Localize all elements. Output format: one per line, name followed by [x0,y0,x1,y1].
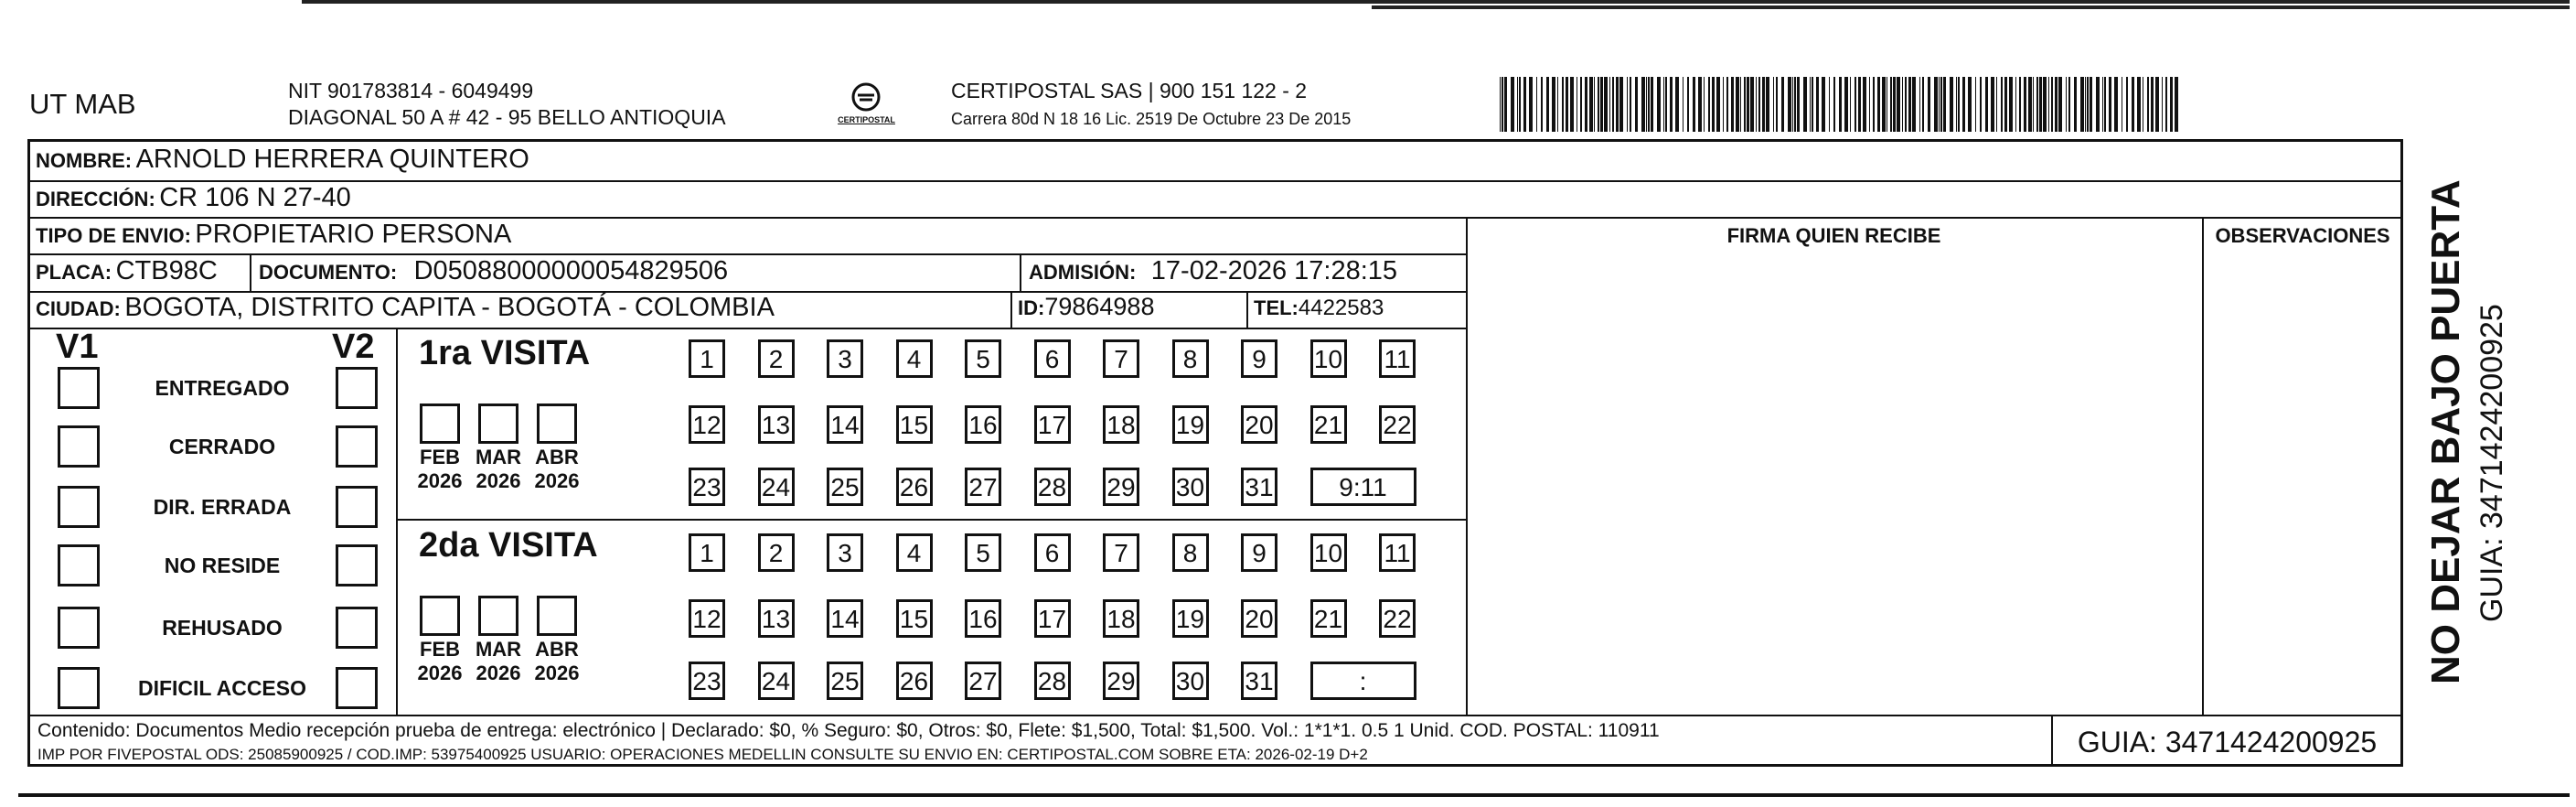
barcode-bar [1580,77,1582,132]
barcode-bar [2137,77,2141,132]
month-name: FEB [420,638,460,661]
day-box[interactable]: 18 [1103,599,1139,638]
day-box[interactable]: 25 [827,468,863,506]
city-label: CIUDAD: [36,297,121,320]
day-box[interactable]: 10 [1310,533,1347,572]
v2-label: V2 [332,328,375,366]
observations-header: OBSERVACIONES [2215,224,2390,247]
barcode-bar [1519,77,1521,132]
footer-guia: GUIA: 3471424200925 [2077,726,2378,759]
barcode-bar [2028,77,2032,132]
barcode-bar [1810,77,1811,132]
day-box[interactable]: 25 [827,662,863,700]
day-box[interactable]: 15 [896,405,933,444]
v1-status-checkbox[interactable] [58,607,100,649]
day-box[interactable]: 31 [1241,662,1277,700]
barcode-bar [1844,77,1848,132]
v2-status-checkbox[interactable] [336,367,378,409]
month-name: MAR [475,446,522,468]
barcode-bar [2068,77,2070,132]
barcode-bar [1912,77,1916,132]
barcode-bar [1794,77,1796,132]
barcode-bar [1712,77,1715,132]
document-value: D05088000000054829506 [413,256,729,285]
barcode-bar [2074,77,2077,132]
month-year: 2026 [417,469,463,492]
barcode-bar [1996,77,1997,132]
barcode-bar [1858,77,1861,132]
day-box[interactable]: 30 [1172,468,1209,506]
barcode-bar [1905,77,1907,132]
barcode-bar [2170,77,2173,132]
barcode-bar [1812,77,1813,132]
carrier-license: Carrera 80d N 18 16 Lic. 2519 De Octubre 23 De 2015 [951,110,1352,128]
barcode-bar [2066,77,2067,132]
barcode-bar [1940,77,1942,132]
barcode-bar [1616,77,1619,132]
day-box[interactable]: 26 [896,662,933,700]
document-field [259,256,728,286]
barcode-bar [2096,77,2100,132]
id-label: ID: [1018,296,1045,319]
barcode-bar [1665,77,1667,132]
barcode-bar [1902,77,1903,132]
barcode-bar [2024,77,2026,132]
day-box[interactable]: 29 [1103,468,1139,506]
barcode-bar [1502,77,1503,132]
barcode-bar [1985,77,1988,132]
barcode-bar [1792,77,1793,132]
day-box[interactable]: 11 [1379,533,1416,572]
day-box[interactable]: 23 [689,468,725,506]
barcode-bar [1708,77,1710,132]
sender-nit: NIT 901783814 - 6049499 [288,79,534,102]
barcode-bar [2155,77,2159,132]
day-box[interactable]: 21 [1310,599,1347,638]
day-box[interactable]: 23 [689,662,725,700]
day-box[interactable]: 3 [827,339,863,378]
month-name: FEB [420,446,460,468]
first-visit-title: 1ra VISITA [419,334,591,372]
barcode-bar [1877,77,1880,132]
day-box[interactable]: 13 [758,599,795,638]
barcode-bar [1882,77,1886,132]
day-box[interactable]: 2 [758,339,795,378]
day-box[interactable]: 31 [1241,468,1277,506]
barcode-bar [1816,77,1819,132]
barcode-bar [1766,77,1769,132]
month-checkbox[interactable] [420,404,460,444]
barcode-bar [2051,77,2053,132]
barcode-bar [1598,77,1599,132]
barcode-bar [1756,77,1757,132]
day-box[interactable]: 29 [1103,662,1139,700]
barcode-bar [1934,77,1938,132]
barcode-bar [1943,77,1946,132]
barcode-bar [1546,77,1549,132]
barcode-bar [2085,77,2086,132]
barcode-bar [1536,77,1537,132]
barcode-bar [1635,77,1638,132]
barcode-bar [1600,77,1603,132]
barcode-bar [1776,77,1778,132]
day-box[interactable]: 24 [758,662,795,700]
barcode-bar [2055,77,2058,132]
day-box[interactable]: 8 [1172,533,1209,572]
barcode-bar [1589,77,1593,132]
barcode-bar [1648,77,1650,132]
month-checkbox[interactable] [537,596,577,636]
day-box[interactable]: 4 [896,533,933,572]
month-year: 2026 [417,662,463,684]
barcode-bar [2114,77,2118,132]
barcode-bar [1922,77,1924,132]
barcode-bar [1744,77,1746,132]
day-box[interactable]: 7 [1103,533,1139,572]
barcode-bar [2162,77,2163,132]
status-label: CERRADO [168,435,276,458]
barcode-bar [1609,77,1610,132]
barcode-bar [1939,77,1940,132]
barcode-bar [1950,77,1953,132]
barcode-bar [1619,77,1623,132]
top-edge-line-thick [1372,5,2570,9]
day-box[interactable]: 6 [1034,533,1071,572]
day-box[interactable]: 17 [1034,405,1071,444]
barcode-bar [1773,77,1774,132]
month-label [471,638,526,685]
day-box[interactable]: 17 [1034,599,1071,638]
v2-status-checkbox[interactable] [336,425,378,468]
barcode-bar [2165,77,2167,132]
barcode-bar [1829,77,1830,132]
day-box[interactable]: 5 [965,533,1001,572]
day-box[interactable]: 15 [896,599,933,638]
barcode-bar [1641,77,1645,132]
day-box[interactable]: 3 [827,533,863,572]
day-box[interactable]: 9 [1241,339,1277,378]
v1-status-checkbox[interactable] [58,486,100,528]
barcode-bar [1693,77,1695,132]
day-box[interactable]: 28 [1034,662,1071,700]
barcode-bar [1504,77,1507,132]
barcode-bar [1980,77,1982,132]
barcode-bar [1562,77,1564,132]
barcode-bar [1855,77,1856,132]
recipient-name: ARNOLD HERRERA QUINTERO [135,145,529,174]
barcode-bar [1893,77,1896,132]
barcode-bar [2019,77,2021,132]
day-box[interactable]: 11 [1379,339,1416,378]
shipment-type: PROPIETARIO PERSONA [195,220,512,249]
barcode-bar [1704,77,1705,132]
footer-content: Contenido: Documentos Medio recepción prueba de entrega: electrónico | Declarado: $0, % Seguro: $0, Otros: $0, Flete: $1,500, Total: $1,500. Vol.: 1*1*1. 0.5 1 Unid. COD. POSTAL: 110911 [37,720,1660,741]
barcode-bar [2109,77,2111,132]
v2-status-checkbox[interactable] [336,486,378,528]
admission-field [1029,256,1397,286]
barcode-bar [1566,77,1568,132]
plate-value: CTB98C [115,256,218,285]
tel-label: TEL: [1254,296,1299,319]
v2-status-checkbox[interactable] [336,544,378,586]
month-label [412,638,467,685]
barcode-bar [1657,77,1661,132]
tel-value: 4422583 [1298,296,1384,320]
second-visit-title: 2da VISITA [419,526,598,565]
day-box[interactable]: 12 [689,599,725,638]
barcode-bar [1803,77,1807,132]
visit-time-field[interactable]: : [1310,662,1416,700]
month-name: ABR [535,446,579,468]
id-field [1018,293,1154,321]
barcode-bar [1612,77,1614,132]
bottom-edge-line [18,793,2570,797]
day-box[interactable]: 4 [896,339,933,378]
sender-name: UT MAB [29,88,136,120]
barcode-bar [1670,77,1673,132]
barcode-bar [2001,77,2003,132]
status-label: NO RESIDE [164,554,281,577]
month-label [412,446,467,493]
day-box[interactable]: 20 [1241,599,1277,638]
barcode-bar [1740,77,1741,132]
side-guia: GUIA: 3471424200925 [2474,304,2509,622]
barcode-bar [2080,77,2084,132]
barcode-bar [1698,77,1702,132]
v1-status-checkbox[interactable] [58,667,100,709]
name-row [36,145,529,175]
barcode-bar [2132,77,2134,132]
admission-label: ADMISIÓN: [1029,261,1137,284]
barcode-bar [1517,77,1518,132]
type-row [36,220,511,250]
barcode-bar [1897,77,1900,132]
day-box[interactable]: 24 [758,468,795,506]
barcode-bar [2015,77,2016,132]
day-box[interactable]: 19 [1172,599,1209,638]
address-label: DIRECCIÓN: [36,188,155,210]
barcode-bar [1863,77,1866,132]
barcode-bar [1736,77,1739,132]
month-label [529,638,584,685]
day-box[interactable]: 1 [689,533,725,572]
day-box[interactable]: 26 [896,468,933,506]
signature-header: FIRMA QUIEN RECIBE [1726,224,1941,247]
barcode-bar [1850,77,1851,132]
barcode-bar [1675,77,1679,132]
month-name: MAR [475,638,522,661]
barcode-bar [2087,77,2089,132]
month-checkbox[interactable] [478,596,518,636]
barcode-bar [2036,77,2038,132]
barcode-bar [1511,77,1514,132]
barcode-bar [1873,77,1875,132]
barcode-bar [1726,77,1728,132]
day-box[interactable]: 22 [1379,599,1416,638]
barcode-bar [2039,77,2042,132]
barcode-bar [1570,77,1574,132]
month-year: 2026 [534,469,580,492]
barcode-bar [1788,77,1791,132]
barcode-bar [1557,77,1558,132]
barcode-bar [1541,77,1543,132]
type-label: TIPO DE ENVIO: [36,224,191,247]
logo-text: CERTIPOSTAL [838,115,895,124]
barcode-bar [2004,77,2007,132]
visit-time-field[interactable]: 9:11 [1310,468,1416,506]
barcode-bar [1975,77,1976,132]
month-checkbox[interactable] [537,404,577,444]
month-name: ABR [535,638,579,661]
barcode-bar [1781,77,1784,132]
barcode-bar [1908,77,1911,132]
barcode-bar [1962,77,1965,132]
barcode-bar [1762,77,1765,132]
plate-label: PLACA: [36,261,112,284]
barcode-bar [2104,77,2106,132]
sender-address: DIAGONAL 50 A # 42 - 95 BELLO ANTIOQUIA [288,105,726,129]
barcode-bar [2126,77,2128,132]
month-checkbox[interactable] [478,404,518,444]
day-box[interactable]: 2 [758,533,795,572]
barcode-bar [1928,77,1930,132]
barcode [1500,77,2178,132]
barcode-bar [1890,77,1892,132]
day-box[interactable]: 27 [965,468,1001,506]
delivery-card [27,139,2403,767]
barcode-bar [1529,77,1533,132]
barcode-bar [1500,77,1501,132]
tel-field [1254,296,1384,321]
barcode-bar [2048,77,2049,132]
v2-status-checkbox[interactable] [336,607,378,649]
day-box[interactable]: 13 [758,405,795,444]
barcode-bar [1968,77,1972,132]
barcode-bar [1594,77,1595,132]
day-box[interactable]: 9 [1241,533,1277,572]
admission-value: 17-02-2026 17:28:15 [1150,256,1398,285]
id-value: 79864988 [1044,293,1155,320]
barcode-bar [1523,77,1526,132]
city-field [36,293,775,323]
day-box[interactable]: 28 [1034,468,1071,506]
month-year: 2026 [534,662,580,684]
day-box[interactable]: 14 [827,599,863,638]
day-box[interactable]: 1 [689,339,725,378]
month-label [529,446,584,493]
document-label: DOCUMENTO: [259,261,398,284]
day-box[interactable]: 16 [965,599,1001,638]
month-year: 2026 [476,662,521,684]
name-label: NOMBRE: [36,149,133,172]
day-box[interactable]: 20 [1241,405,1277,444]
barcode-bar [1552,77,1555,132]
barcode-bar [2151,77,2154,132]
month-checkbox[interactable] [420,596,460,636]
barcode-bar [2175,77,2178,132]
status-label: REHUSADO [162,616,283,640]
v1-label: V1 [56,328,99,366]
barcode-bar [1956,77,1957,132]
day-box[interactable]: 7 [1103,339,1139,378]
day-box[interactable]: 27 [965,662,1001,700]
barcode-bar [1833,77,1835,132]
barcode-bar [1716,77,1720,132]
barcode-bar [1646,77,1647,132]
v1-status-checkbox[interactable] [58,425,100,468]
barcode-bar [2058,77,2062,132]
status-label: DIFICIL ACCESO [137,676,306,700]
barcode-bar [1958,77,1960,132]
barcode-bar [2033,77,2034,132]
day-box[interactable]: 16 [965,405,1001,444]
barcode-bar [1630,77,1631,132]
barcode-bar [1687,77,1689,132]
month-label [471,446,526,493]
certipostal-logo [832,75,901,130]
barcode-bar [1797,77,1800,132]
day-box[interactable]: 6 [1034,339,1071,378]
city-value: BOGOTA, DISTRITO CAPITA - BOGOTÁ - COLOMBIA [124,293,775,322]
status-label: ENTREGADO [155,376,290,400]
day-box[interactable]: 8 [1172,339,1209,378]
barcode-bar [1604,77,1608,132]
carrier-name: CERTIPOSTAL SAS | 900 151 122 - 2 [951,79,1308,102]
day-box[interactable]: 14 [827,405,863,444]
barcode-bar [1627,77,1628,132]
side-warning: NO DEJAR BAJO PUERTA [2423,179,2468,684]
day-box[interactable]: 30 [1172,662,1209,700]
day-box[interactable]: 22 [1379,405,1416,444]
barcode-bar [1839,77,1842,132]
barcode-bar [2043,77,2047,132]
footer-imp: IMP POR FIVEPOSTAL ODS: 25085900925 / COD.IMP: 53975400925 USUARIO: OPERACIONES MEDELLIN CONSULTE SU ENVIO EN: CERTIPOSTAL.COM SOBRE ETA: 2026-02-19 D+2 [37,746,1368,763]
v1-status-checkbox[interactable] [58,544,100,586]
address-row [36,183,351,213]
day-box[interactable]: 5 [965,339,1001,378]
barcode-bar [1822,77,1825,132]
barcode-bar [2090,77,2092,132]
barcode-bar [1758,77,1760,132]
barcode-bar [1991,77,1994,132]
barcode-bar [1723,77,1724,132]
barcode-bar [1869,77,1870,132]
v1-status-checkbox[interactable] [58,367,100,409]
day-box[interactable]: 12 [689,405,725,444]
barcode-bar [2147,77,2149,132]
barcode-bar [1750,77,1754,132]
day-box[interactable]: 19 [1172,405,1209,444]
status-label: DIR. ERRADA [153,495,292,519]
barcode-bar [1585,77,1587,132]
barcode-bar [1663,77,1664,132]
barcode-bar [2102,77,2103,132]
barcode-bar [1731,77,1734,132]
plate-field [36,256,218,286]
barcode-bar [1651,77,1653,132]
barcode-bar [1747,77,1749,132]
barcode-bar [2009,77,2013,132]
month-year: 2026 [476,469,521,492]
day-box[interactable]: 10 [1310,339,1347,378]
day-box[interactable]: 21 [1310,405,1347,444]
v2-status-checkbox[interactable] [336,667,378,709]
day-box[interactable]: 18 [1103,405,1139,444]
recipient-address: CR 106 N 27-40 [159,183,351,212]
barcode-bar [1919,77,1920,132]
